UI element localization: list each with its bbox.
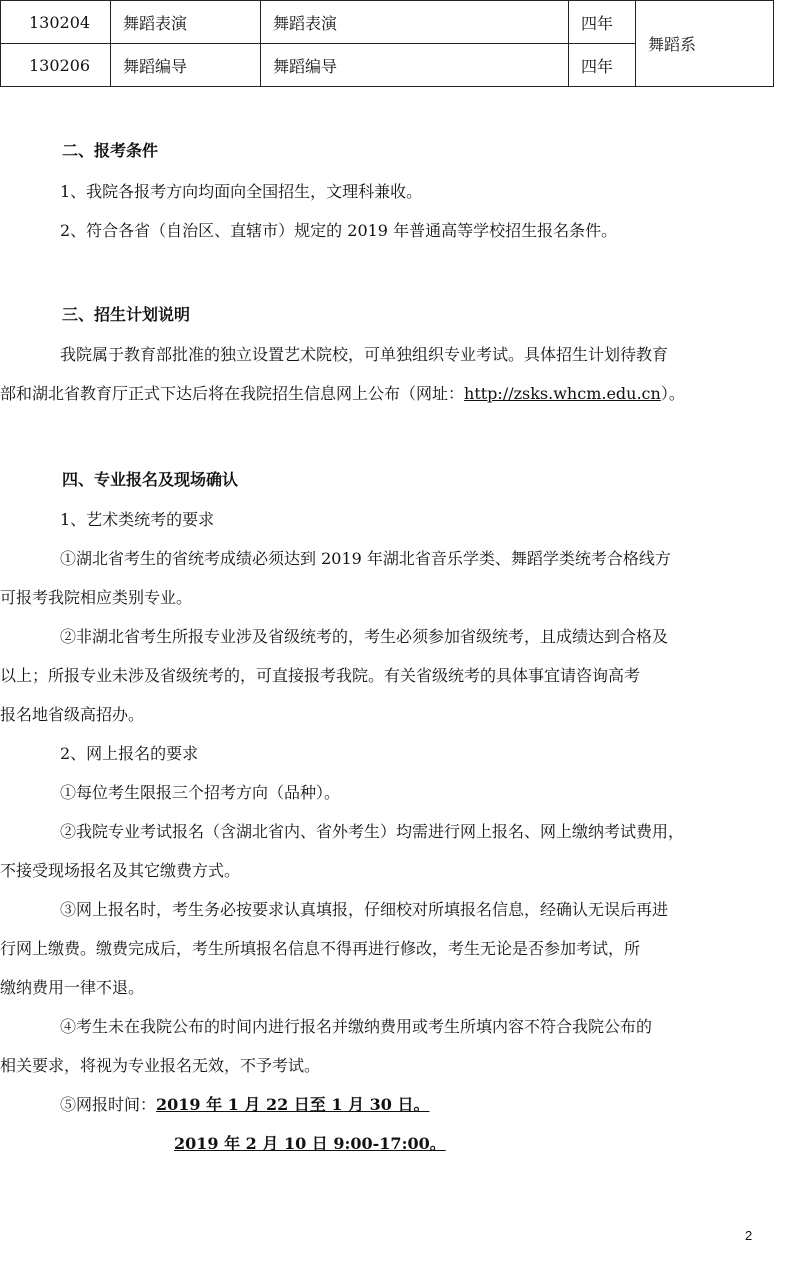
section3-heading: 三、招生计划说明 [62, 305, 191, 324]
department-cell: 舞蹈系 [636, 1, 774, 87]
registration-time-line-2 [0, 1124, 780, 1163]
major-name: 舞蹈编导 [111, 44, 261, 87]
exam-req-1-line-1: ①湖北省考生的省统考成绩必须达到 2019 年湖北省音乐学类、舞蹈学类统考合格线方 [60, 549, 671, 568]
majors-table [0, 0, 774, 87]
subheading-online-registration: 2、网上报名的要求 [60, 744, 199, 763]
exam-req-2-line-2: 以上；所报专业未涉及省级统考的，可直接报考我院。有关省级统考的具体事宜请咨询高考 [0, 666, 641, 685]
section4-body [0, 500, 780, 1163]
page-number: 2 [745, 1228, 753, 1243]
registration-time-label: ⑤网报时间： [60, 1095, 157, 1114]
table-row [1, 1, 774, 44]
registration-time-line-1 [0, 1085, 780, 1124]
online-req-3-line-3: 缴纳费用一律不退。 [0, 978, 145, 997]
subheading-exam-requirements: 1、艺术类统考的要求 [60, 510, 215, 529]
online-req-2-line-1: ②我院专业考试报名（含湖北省内、省外考生）均需进行网上报名、网上缴纳考试费用， [60, 822, 685, 841]
major-name: 舞蹈表演 [111, 1, 261, 44]
plan-line-2-suffix: ）。 [660, 384, 685, 403]
major-direction: 舞蹈编导 [261, 44, 569, 87]
exam-req-2-line-3: 报名地省级高招办。 [0, 705, 145, 724]
registration-date-hours: 2019 年 2 月 10 日 9:00-17:00。 [174, 1134, 446, 1153]
exam-req-2-line-1: ②非湖北省考生所报专业涉及省级统考的，考生必须参加省级统考，且成绩达到合格及 [60, 627, 669, 646]
section4-heading: 四、专业报名及现场确认 [62, 470, 239, 489]
section2-body [0, 172, 800, 250]
admissions-url-link[interactable]: http://zsks.whcm.edu.cn [464, 384, 661, 403]
online-req-2-line-2: 不接受现场报名及其它缴费方式。 [0, 861, 241, 880]
exam-req-1-line-2: 可报考我院相应类别专业。 [0, 588, 193, 607]
online-req-4-line-2: 相关要求，将视为专业报名无效，不予考试。 [0, 1056, 321, 1075]
online-req-3-line-2: 行网上缴费。缴费完成后，考生所填报名信息不得再进行修改，考生无论是否参加考试，所 [0, 939, 641, 958]
major-code: 130204 [1, 1, 111, 44]
study-years: 四年 [569, 1, 636, 44]
requirement-1: 1、我院各报考方向均面向全国招生，文理科兼收。 [60, 182, 423, 201]
registration-date-range: 2019 年 1 月 22 日至 1 月 30 日。 [156, 1095, 430, 1114]
plan-line-1: 我院属于教育部批准的独立设置艺术院校，可单独组织专业考试。具体招生计划待教育 [60, 345, 669, 364]
plan-line-2-prefix: 部和湖北省教育厅正式下达后将在我院招生信息网上公布（网址： [0, 384, 465, 403]
section2-heading: 二、报考条件 [62, 141, 159, 160]
online-req-3-line-1: ③网上报名时，考生务必按要求认真填报，仔细校对所填报名信息，经确认无误后再进 [60, 900, 669, 919]
online-req-4-line-1: ④考生未在我院公布的时间内进行报名并缴纳费用或考生所填内容不符合我院公布的 [60, 1017, 653, 1036]
study-years: 四年 [569, 44, 636, 87]
plan-line-2 [0, 374, 780, 413]
section3-body [0, 335, 780, 413]
major-code: 130206 [1, 44, 111, 87]
online-req-1: ①每位考生限报三个招考方向（品种）。 [60, 783, 341, 802]
requirement-2: 2、符合各省（自治区、直辖市）规定的 2019 年普通高等学校招生报名条件。 [60, 221, 618, 240]
major-direction: 舞蹈表演 [261, 1, 569, 44]
